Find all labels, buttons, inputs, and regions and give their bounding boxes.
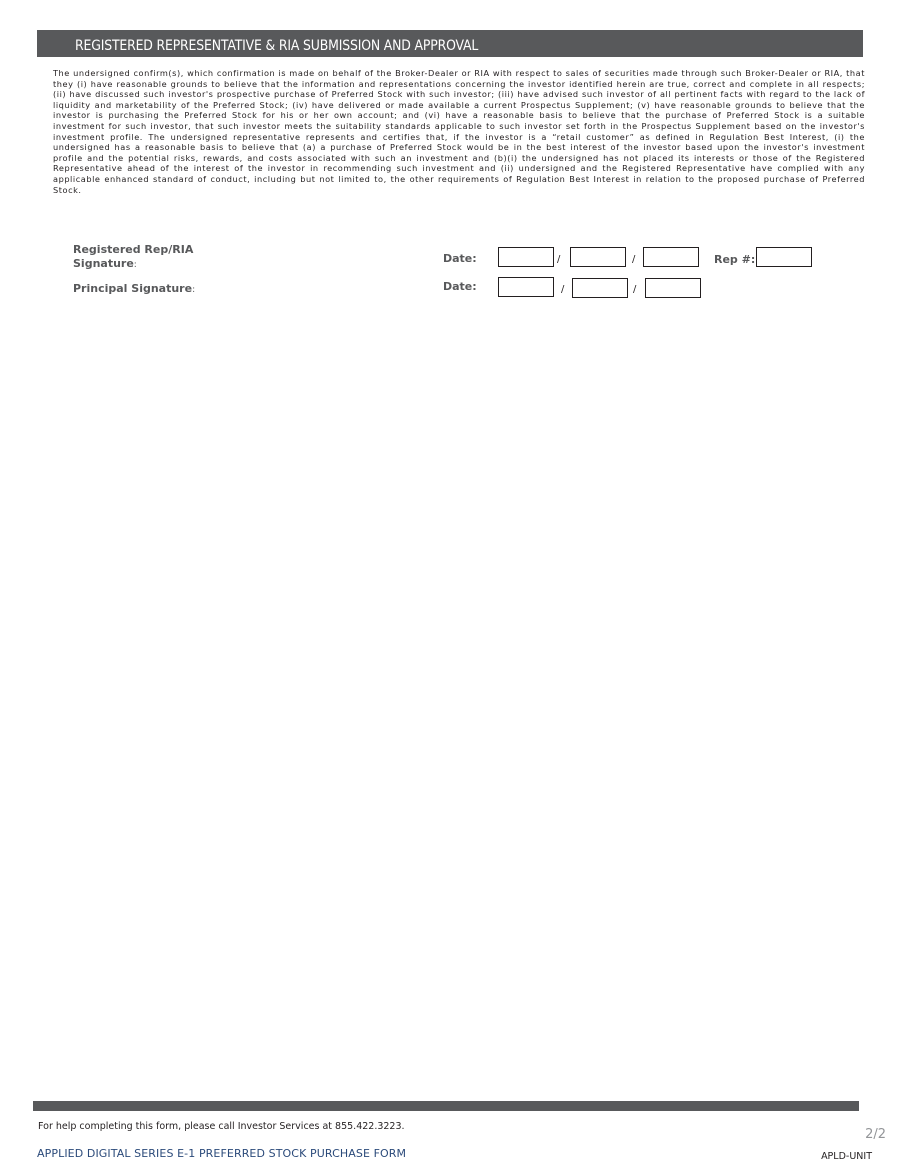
rep-signature-colon: :: [133, 260, 137, 270]
footer-divider-bar: [33, 1101, 859, 1111]
rep-number-field[interactable]: [756, 247, 812, 267]
rep-date-slash-2: /: [632, 254, 636, 265]
rep-signature-label-line1: Registered Rep/RIA: [73, 243, 194, 256]
rep-date-day-field[interactable]: [570, 247, 626, 267]
form-code: APLD-UNIT: [821, 1151, 872, 1162]
legal-certification-text: The undersigned confirm(s), which confirmation is made on behalf of the Broker-Dealer or RIA with respect to sales of securities made through such Broker-Dealer or RIA, that they (i) have reasonable grounds to believe that the information and representations concerning the investor identified herein are true, correct and complete in all respects; (ii) have discussed such investor's prospective purchase of Preferred Stock with such investor; (iii) have advised such investor of all pertinent facts with regard to the lack of liquidity and marketability of the Preferred Stock; (iv) have delivered or made available a current Prospectus Supplement; (v) have reasonable grounds to believe that the investor is purchasing the Preferred Stock for his or her own account; and (vi) have a reasonable basis to believe that the purchase of Preferred Stock is a suitable investment for such investor, that such investor meets the suitability standards applicable to such investor set forth in the Prospectus Supplement based on the investor's investment profile. The undersigned representative represents and certifies that, if the investor is a “retail customer” as defined in Regulation Best Interest, (i) the undersigned has a reasonable basis to believe that (a) a purchase of Preferred Stock would be in the best interest of the investor based upon the investor's investment profile and the potential risks, rewards, and costs associated with such an investment and (b)(i) the undersigned has not placed its interests or those of the Registered Representative ahead of the interest of the investor in recommending such investment and (ii) undersigned and the Registered Representative have complied with any applicable enhanced standard of conduct, including but not limited to, the other requirements of Regulation Best Interest in relation to the proposed purchase of Preferred Stock.: [53, 68, 865, 195]
principal-date-year-field[interactable]: [645, 278, 701, 298]
rep-date-slash-1: /: [557, 254, 561, 265]
principal-date-day-field[interactable]: [572, 278, 628, 298]
section-header: [37, 30, 863, 57]
section-title: REGISTERED REPRESENTATIVE & RIA SUBMISSION AND APPROVAL: [75, 38, 479, 54]
rep-date-month-field[interactable]: [498, 247, 554, 267]
principal-date-slash-1: /: [561, 284, 565, 295]
principal-date-month-field[interactable]: [498, 277, 554, 297]
rep-signature-label: [73, 243, 193, 272]
principal-date-label: Date:: [443, 280, 477, 293]
rep-date-year-field[interactable]: [643, 247, 699, 267]
rep-number-label: Rep #:: [714, 253, 756, 266]
principal-signature-label-text: Principal Signature: [73, 282, 193, 295]
principal-signature-label: [73, 282, 195, 297]
rep-signature-label-line2: Signature: [73, 257, 134, 270]
form-title: APPLIED DIGITAL SERIES E-1 PREFERRED STOCK PURCHASE FORM: [37, 1147, 407, 1160]
principal-signature-colon: :: [192, 285, 196, 295]
help-text: For help completing this form, please call Investor Services at 855.422.3223.: [38, 1121, 405, 1132]
page-number: 2/2: [865, 1127, 886, 1142]
rep-date-label: Date:: [443, 252, 477, 265]
principal-date-slash-2: /: [633, 284, 637, 295]
